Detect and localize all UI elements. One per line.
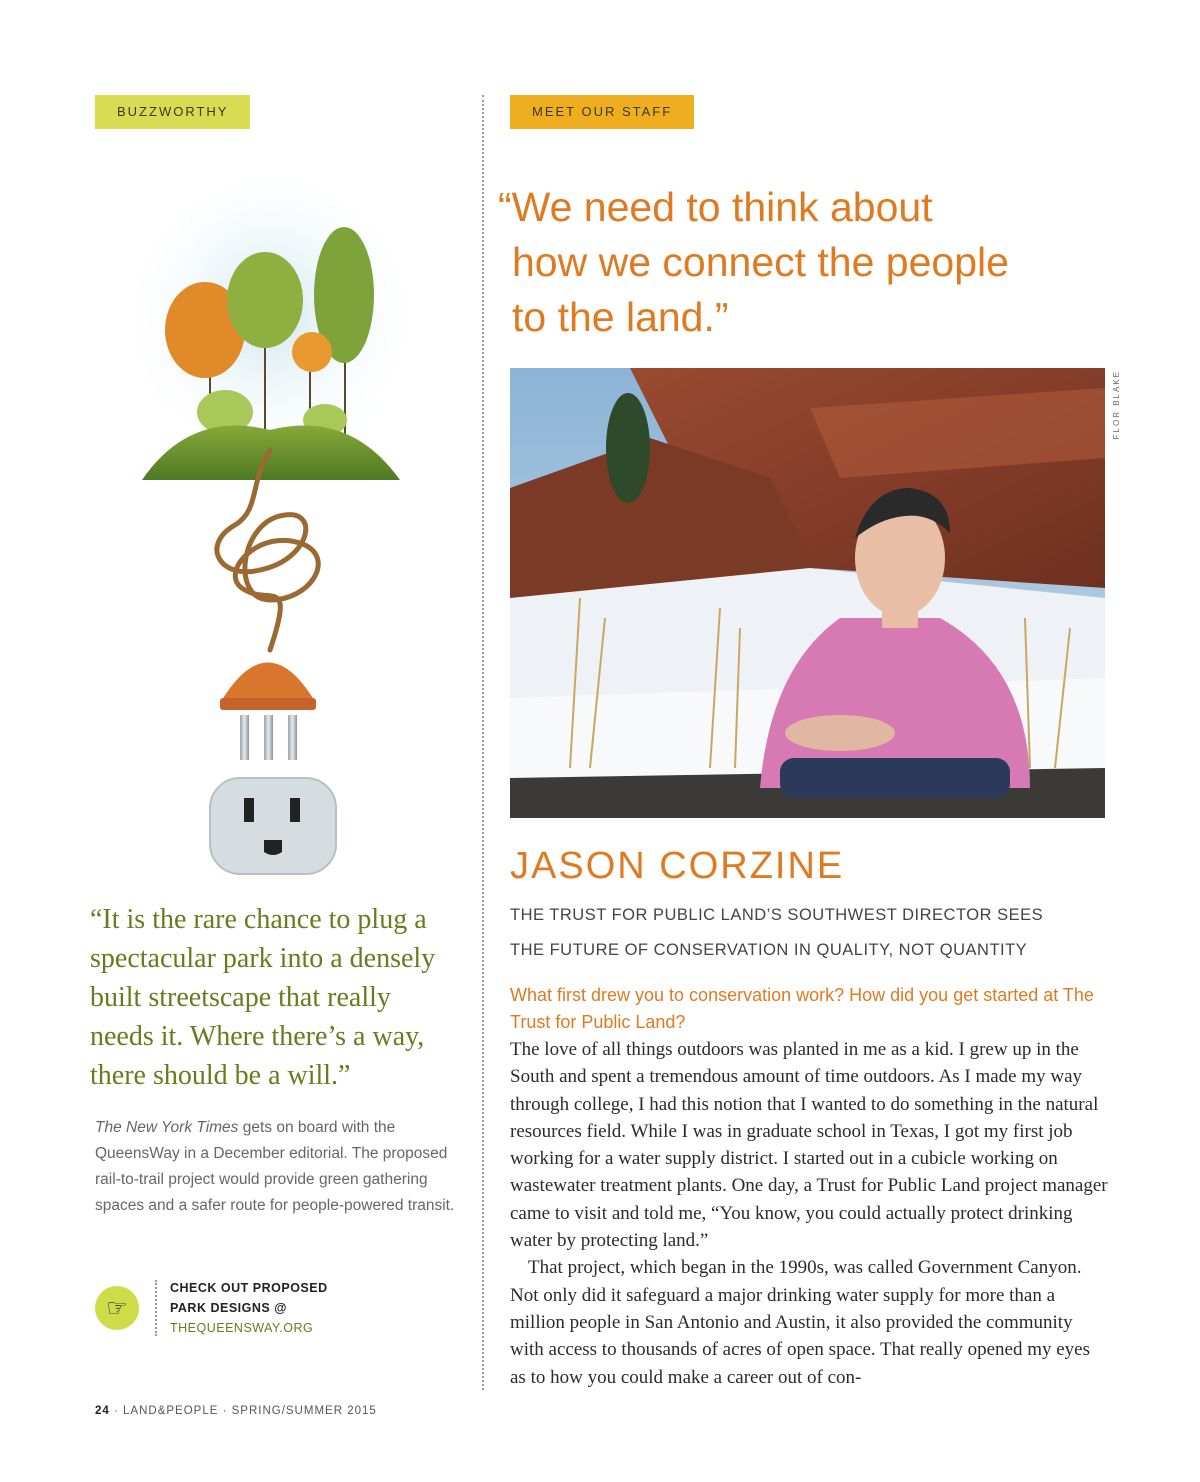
folio-text: · LAND&PEOPLE · SPRING/SUMMER 2015: [109, 1405, 377, 1417]
quote-line-2: how we connect the people: [512, 239, 1009, 285]
interview-question: What first drew you to conservation work? How did you get started at The Trust for Public Land?: [510, 985, 1094, 1032]
cta-line-1: CHECK OUT PROPOSED: [170, 1281, 328, 1295]
caption-text: gets on board with the QueensWay in a December editorial. The proposed rail-to-trail project would provide green gathering spaces and a safer route for people-powered transit.: [95, 1119, 455, 1214]
body-paragraph: That project, which began in the 1990s, was called Government Canyon. Not only did it safeguard a major drinking water supply for more than a million people in San Antonio and Austin, it also provided the community with access to thousands of acres of open space. That really opened my eyes as to how you could make a career out of con-: [510, 1257, 1091, 1388]
call-to-action: [170, 1278, 410, 1338]
caption: [95, 1115, 455, 1219]
photo-credit: FLOR BLAKE: [1112, 370, 1121, 440]
page-folio: [95, 1405, 377, 1417]
article-body: [510, 1036, 1110, 1391]
tree-plug-illustration: [120, 180, 420, 880]
column-divider: [482, 95, 484, 1390]
quote-line-1: “We need to think about: [498, 184, 933, 230]
article-subhead: THE TRUST FOR PUBLIC LAND’S SOUTHWEST DIRECTOR SEES THE FUTURE OF CONSERVATION IN QUALITY, NOT QUANTITY: [510, 906, 1044, 959]
section-tag-buzzworthy: BUZZWORTHY: [95, 95, 250, 129]
pull-quote: “It is the rare chance to plug a spectacular park into a densely built streetscape that really needs it. Where there’s a way, there should be a will.”: [90, 904, 436, 1091]
queensway-link[interactable]: THEQUEENSWAY.ORG: [170, 1321, 314, 1335]
caption-source: The New York Times: [95, 1119, 239, 1136]
staff-name: JASON CORZINE: [510, 845, 845, 887]
page-number: 24: [95, 1405, 110, 1417]
cta-divider: [155, 1280, 157, 1336]
cta-line-2: PARK DESIGNS @: [170, 1301, 287, 1315]
headline-quote: [498, 180, 1138, 345]
portrait-photo: [510, 368, 1105, 818]
quote-line-3: to the land.”: [512, 294, 729, 340]
section-tag-meet-our-staff: MEET OUR STAFF: [510, 95, 694, 129]
pointing-hand-icon: ☞: [95, 1286, 139, 1330]
body-paragraph: The love of all things outdoors was planted in me as a kid. I grew up in the South and spent a tremendous amount of time outdoors. As I made my way through college, I had this notion that I wanted to do something in the natural resources field. While I was in graduate school in Texas, I got my first job working for a water supply district. I started out in a cubicle working on wastewater treatment plants. One day, a Trust for Public Land project manager came to visit and told me, “You know, you could actually protect drinking water by protecting land.”: [510, 1039, 1108, 1252]
